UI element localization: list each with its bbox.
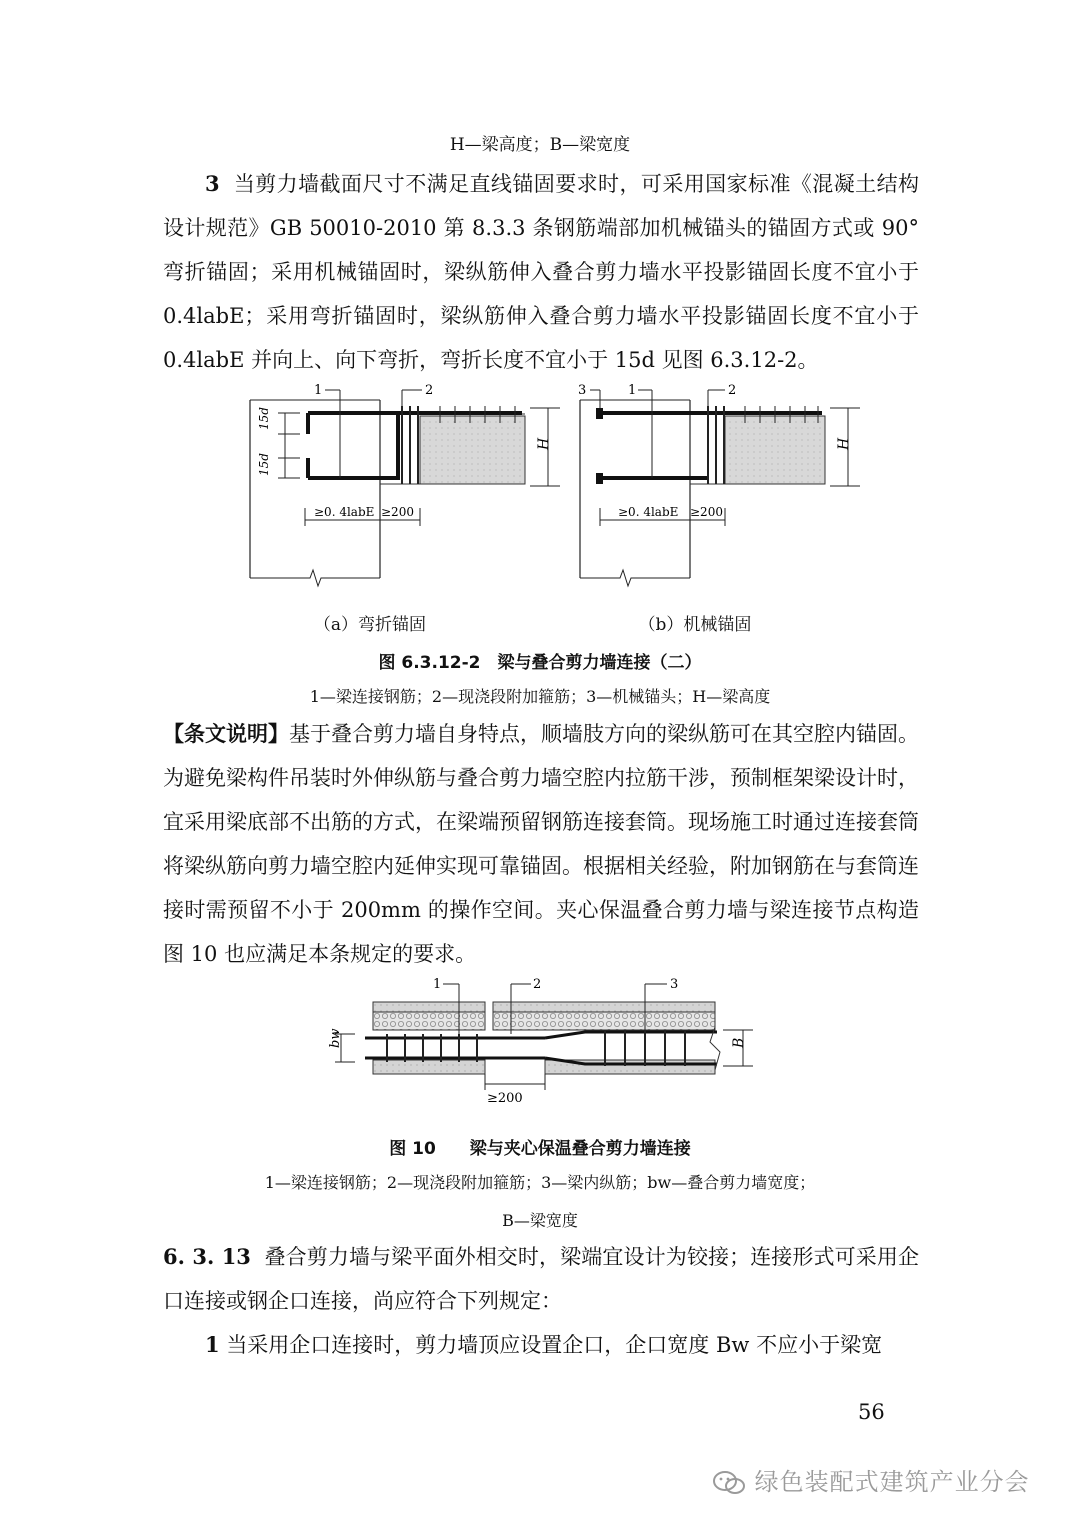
figure-caption-6-3-12-2: 图 6.3.12-2 梁与叠合剪力墙连接（二）	[378, 653, 702, 673]
figure-legend-continued: H—梁高度；B—梁宽度	[449, 135, 631, 155]
wechat-icon	[712, 1470, 746, 1496]
callout-3-b: 3	[578, 383, 587, 398]
watermark	[712, 1462, 1030, 1497]
callout-2-b: 2	[728, 383, 737, 398]
dim-H-a: H	[536, 437, 552, 450]
subcaption-a: （a）弯折锚固	[313, 615, 427, 635]
dim-200-fig10: ≥200	[487, 1091, 523, 1106]
dim-bw: bw	[328, 1028, 343, 1048]
figure-beam-wall-connection	[230, 378, 870, 593]
figure-legend-10-line2: B—梁宽度	[502, 1211, 578, 1230]
dim-B: B	[731, 1037, 747, 1048]
figure-sandwich-wall-connection	[325, 972, 765, 1112]
dim-15d-lower: 15d	[257, 453, 271, 476]
callout-3-fig10: 3	[670, 977, 679, 992]
figure-legend-10-line1: 1—梁连接钢筋；2—现浇段附加箍筋；3—梁内纵筋；bw—叠合剪力墙宽度；	[264, 1173, 816, 1192]
item-text: 当采用企口连接时，剪力墙顶应设置企口，企口宽度 Bw 不应小于梁宽	[226, 1333, 883, 1357]
section-text: 叠合剪力墙与梁平面外相交时，梁端宜设计为铰接；连接形式可采用企口连接或钢企口连接，尚应符合下列规定：	[163, 1245, 920, 1313]
clause-number: 3	[205, 171, 220, 196]
item-number: 1	[205, 1332, 220, 1357]
dim-15d-upper: 15d	[257, 407, 271, 430]
watermark-text: 绿色装配式建筑产业分会	[754, 1468, 1030, 1496]
callout-1-b: 1	[628, 383, 637, 398]
dim-200-b: ≥200	[690, 505, 723, 519]
figure-caption-10: 图 10 梁与夹心保温叠合剪力墙连接	[389, 1139, 691, 1159]
commentary-label: 【条文说明】	[163, 721, 289, 746]
commentary	[163, 712, 919, 976]
dim-H-b: H	[836, 437, 852, 450]
callout-2-a: 2	[425, 383, 434, 398]
callout-2-fig10: 2	[533, 977, 542, 992]
clause-3	[163, 162, 919, 382]
dim-anchor-length-a: ≥0. 4labE	[314, 505, 375, 519]
dim-anchor-length-b: ≥0. 4labE	[618, 505, 679, 519]
subcaption-b: （b）机械锚固	[638, 615, 752, 635]
figure-a-bent-anchorage	[250, 383, 560, 586]
clause-text: 当剪力墙截面尺寸不满足直线锚固要求时，可采用国家标准《混凝土结构设计规范》GB 50010-2010 第 8.3.3 条钢筋端部加机械锚头的锚固方式或 90°弯折锚固；采用机械锚固时，梁纵筋伸入叠合剪力墙水平投影锚固长度不宜小于 0.4labE；采用弯折锚固时，梁纵筋伸入叠合剪力墙水平投影锚固长度不宜小于 0.4labE 并向上、向下弯折，弯折长度不宜小于 15d 见图 6.3.12-2。	[163, 172, 919, 372]
dim-200-a: ≥200	[381, 505, 414, 519]
callout-1-fig10: 1	[433, 977, 442, 992]
commentary-text: 基于叠合剪力墙自身特点，顺墙肢方向的梁纵筋可在其空腔内锚固。为避免梁构件吊装时外伸纵筋与叠合剪力墙空腔内拉筋干涉，预制框架梁设计时，宜采用梁底部不出筋的方式，在梁端预留钢筋连接套筒。现场施工时通过连接套筒将梁纵筋向剪力墙空腔内延伸实现可靠锚固。根据相关经验，附加钢筋在与套筒连接时需预留不小于 200mm 的操作空间。夹心保温叠合剪力墙与梁连接节点构造图 10 也应满足本条规定的要求。	[163, 722, 919, 966]
figure-legend-6-3-12-2: 1—梁连接钢筋；2—现浇段附加箍筋；3—机械锚头；H—梁高度	[309, 687, 771, 706]
section-number: 6. 3. 13	[163, 1244, 251, 1269]
callout-1-a: 1	[314, 383, 323, 398]
item-1	[163, 1323, 919, 1367]
page-number: 56	[858, 1400, 885, 1424]
section-6-3-13	[163, 1235, 919, 1323]
figure-b-mechanical-anchorage	[578, 383, 860, 586]
